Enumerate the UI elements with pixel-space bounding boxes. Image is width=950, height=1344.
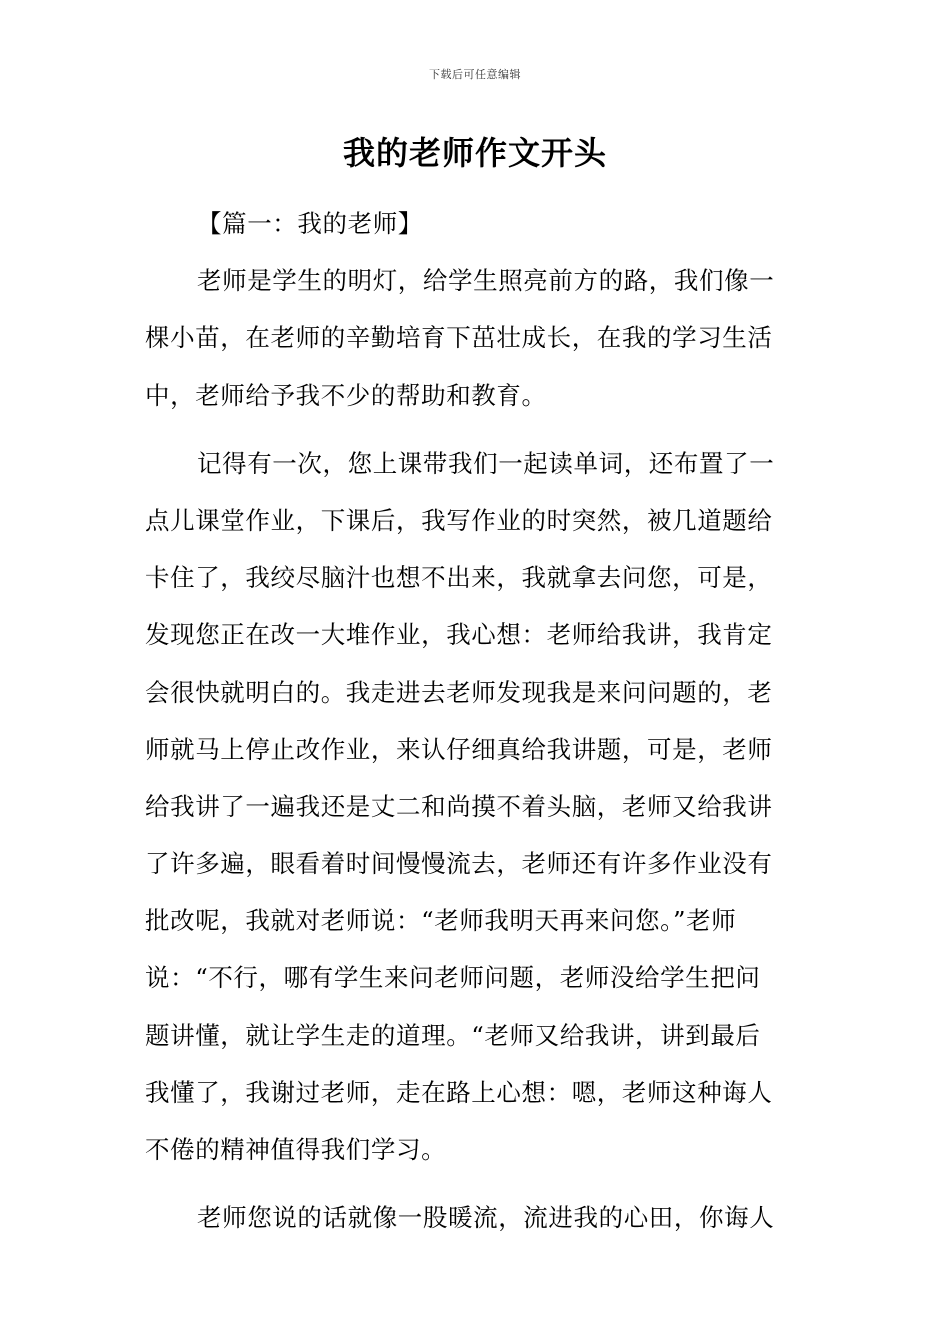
paragraph-line: 中，老师给予我不少的帮助和教育。 bbox=[145, 380, 547, 410]
paragraph-line: 说：“不行，哪有学生来问老师问题，老师没给学生把问 bbox=[145, 963, 761, 993]
paragraph-line: 卡住了，我绞尽脑汁也想不出来，我就拿去问您，可是， bbox=[145, 563, 773, 593]
paragraph-line: 师就马上停止改作业，来认仔细真给我讲题，可是，老师 bbox=[145, 734, 773, 764]
paragraph-2 bbox=[145, 435, 810, 1178]
paragraph-line: 老师是学生的明灯，给学生照亮前方的路，我们像一 bbox=[197, 266, 775, 296]
paragraph-1 bbox=[145, 252, 810, 424]
section-heading: 【篇一：我的老师】 bbox=[197, 209, 423, 238]
paragraph-line: 了许多遍，眼看着时间慢慢流去，老师还有许多作业没有 bbox=[145, 849, 773, 879]
paragraph-line: 给我讲了一遍我还是丈二和尚摸不着头脑，老师又给我讲 bbox=[145, 791, 773, 821]
paragraph-line: 题讲懂，就让学生走的道理。“老师又给我讲，讲到最后 bbox=[145, 1020, 761, 1050]
paragraph-gap bbox=[145, 424, 810, 435]
paragraph-3 bbox=[145, 1189, 810, 1246]
header-note: 下载后可任意编辑 bbox=[429, 68, 521, 81]
paragraph-gap bbox=[145, 1178, 810, 1189]
document-body bbox=[145, 195, 810, 1246]
paragraph-line: 我懂了，我谢过老师，走在路上心想：嗯，老师这种诲人 bbox=[145, 1077, 773, 1107]
document-title: 我的老师作文开头 bbox=[342, 134, 607, 172]
paragraph-line: 老师您说的话就像一股暖流，流进我的心田，你诲人 bbox=[197, 1203, 775, 1233]
paragraph-line: 点儿课堂作业，下课后，我写作业的时突然，被几道题给 bbox=[145, 505, 773, 535]
paragraph-line: 批改呢，我就对老师说：“老师我明天再来问您。”老师 bbox=[145, 906, 737, 936]
paragraph-line: 发现您正在改一大堆作业，我心想：老师给我讲，我肯定 bbox=[145, 620, 773, 650]
paragraph-line: 不倦的精神值得我们学习。 bbox=[145, 1135, 447, 1164]
paragraph-line: 记得有一次，您上课带我们一起读单词，还布置了一 bbox=[197, 448, 775, 478]
paragraph-line: 棵小苗，在老师的辛勤培育下茁壮成长，在我的学习生活 bbox=[145, 323, 773, 353]
paragraph-line: 会很快就明白的。我走进去老师发现我是来问问题的，老 bbox=[145, 677, 773, 707]
